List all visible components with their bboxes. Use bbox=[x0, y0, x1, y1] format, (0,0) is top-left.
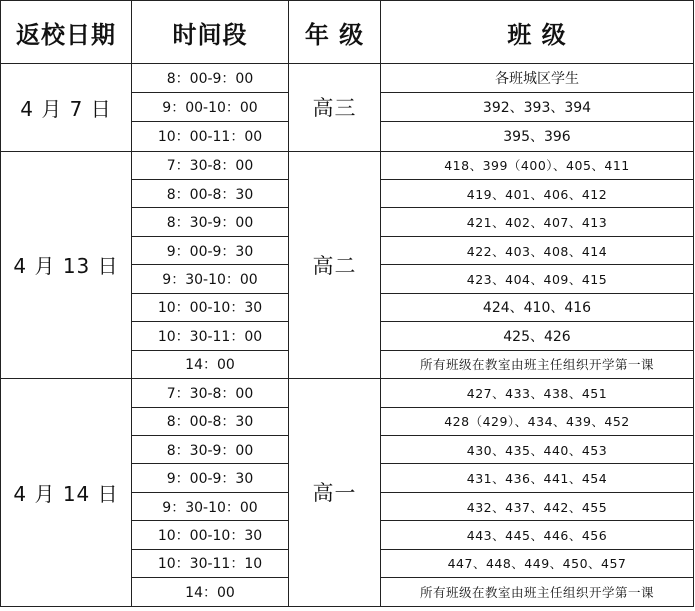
classes-cell: 421、402、407、413 bbox=[381, 208, 694, 236]
classes-cell: 431、436、441、454 bbox=[381, 464, 694, 492]
classes-cell: 422、403、408、414 bbox=[381, 236, 694, 264]
time-slot-cell: 10：00-10：30 bbox=[132, 521, 289, 549]
return-date-cell: 4 月 7 日 bbox=[1, 64, 132, 152]
classes-cell: 423、404、409、415 bbox=[381, 265, 694, 293]
time-slot-cell: 7：30-8：00 bbox=[132, 379, 289, 407]
time-slot-cell: 9：00-9：30 bbox=[132, 464, 289, 492]
time-slot-cell: 10：00-11：00 bbox=[132, 122, 289, 151]
table-row bbox=[1, 64, 694, 93]
header-date: 返校日期 bbox=[1, 1, 132, 64]
time-slot-cell: 8：30-9：00 bbox=[132, 208, 289, 236]
time-slot-cell: 10：30-11：10 bbox=[132, 549, 289, 577]
grade-cell: 高二 bbox=[289, 151, 381, 379]
classes-cell: 418、399（400）、405、411 bbox=[381, 151, 694, 179]
classes-cell: 443、445、446、456 bbox=[381, 521, 694, 549]
classes-cell: 各班城区学生 bbox=[381, 64, 694, 93]
time-slot-cell: 9：00-10：00 bbox=[132, 93, 289, 122]
classes-cell: 所有班级在教室由班主任组织开学第一课 bbox=[381, 350, 694, 378]
classes-cell: 430、435、440、453 bbox=[381, 435, 694, 463]
classes-cell: 428（429）、434、439、452 bbox=[381, 407, 694, 435]
time-slot-cell: 9：00-9：30 bbox=[132, 236, 289, 264]
time-slot-cell: 10：30-11：00 bbox=[132, 322, 289, 350]
header-classes: 班 级 bbox=[381, 1, 694, 64]
header-time: 时间段 bbox=[132, 1, 289, 64]
time-slot-cell: 8：00-8：30 bbox=[132, 407, 289, 435]
time-slot-cell: 8：30-9：00 bbox=[132, 435, 289, 463]
time-slot-cell: 8：00-9：00 bbox=[132, 64, 289, 93]
time-slot-cell: 9：30-10：00 bbox=[132, 492, 289, 520]
table-row bbox=[1, 151, 694, 179]
header-row bbox=[1, 1, 694, 64]
classes-cell: 所有班级在教室由班主任组织开学第一课 bbox=[381, 578, 694, 606]
classes-cell: 427、433、438、451 bbox=[381, 379, 694, 407]
classes-cell: 392、393、394 bbox=[381, 93, 694, 122]
time-slot-cell: 14：00 bbox=[132, 350, 289, 378]
classes-cell: 432、437、442、455 bbox=[381, 492, 694, 520]
classes-cell: 419、401、406、412 bbox=[381, 180, 694, 208]
grade-cell: 高一 bbox=[289, 379, 381, 607]
classes-cell: 424、410、416 bbox=[381, 293, 694, 321]
classes-cell: 395、396 bbox=[381, 122, 694, 151]
return-date-cell: 4 月 13 日 bbox=[1, 151, 132, 379]
classes-cell: 425、426 bbox=[381, 322, 694, 350]
return-date-cell: 4 月 14 日 bbox=[1, 379, 132, 607]
time-slot-cell: 8：00-8：30 bbox=[132, 180, 289, 208]
grade-cell: 高三 bbox=[289, 64, 381, 152]
time-slot-cell: 7：30-8：00 bbox=[132, 151, 289, 179]
time-slot-cell: 10：00-10：30 bbox=[132, 293, 289, 321]
header-grade: 年 级 bbox=[289, 1, 381, 64]
classes-cell: 447、448、449、450、457 bbox=[381, 549, 694, 577]
time-slot-cell: 14：00 bbox=[132, 578, 289, 606]
time-slot-cell: 9：30-10：00 bbox=[132, 265, 289, 293]
table-row bbox=[1, 379, 694, 407]
